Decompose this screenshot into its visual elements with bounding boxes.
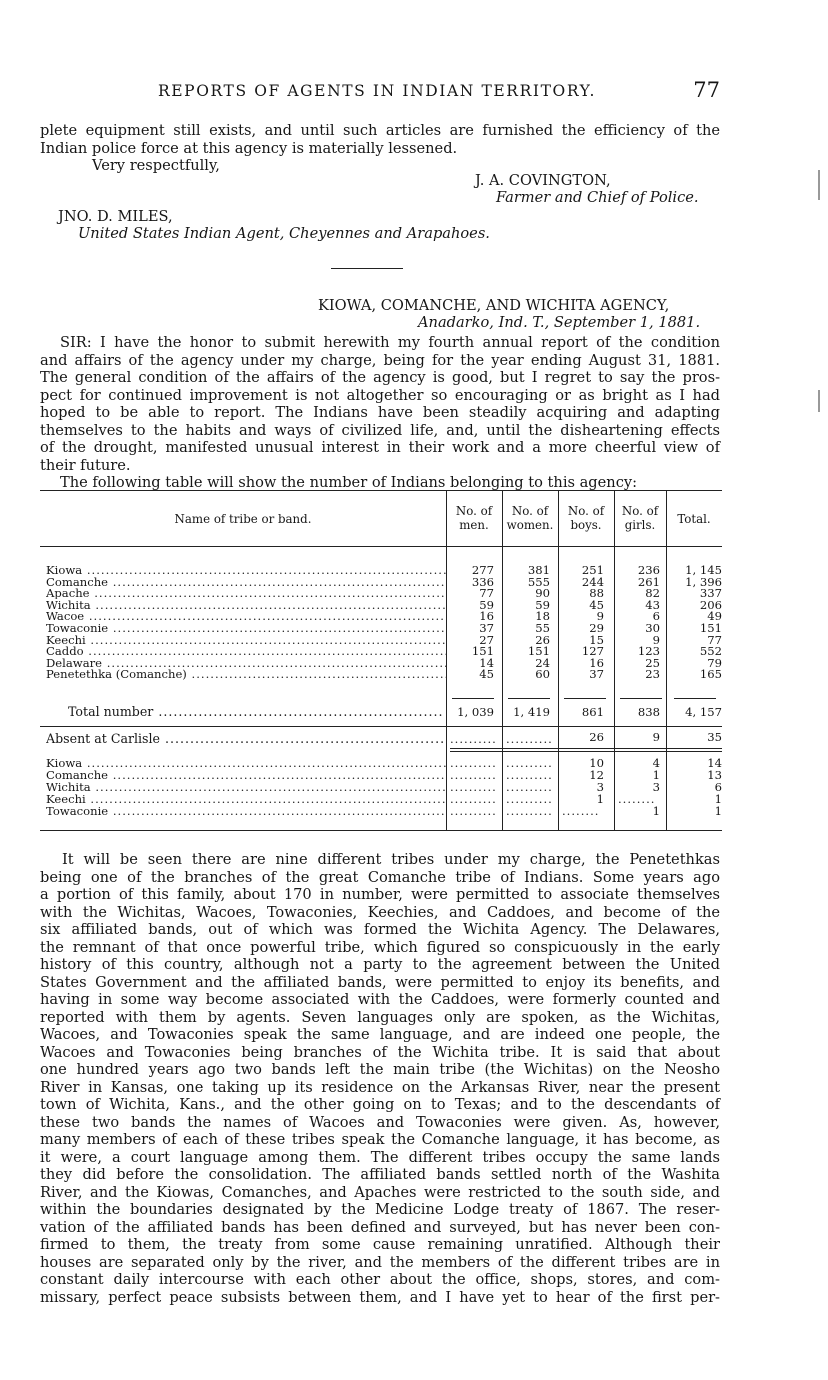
- text-line: River in Kansas, one taking up its residence on the Arkansas River, near the present: [40, 1078, 720, 1096]
- cell-total: 6: [714, 780, 722, 794]
- addressee-name: JNO. D. MILES,: [58, 208, 173, 225]
- double-rule: [450, 751, 722, 752]
- sum-rule: [508, 698, 550, 699]
- cell-boys: 251: [581, 563, 604, 577]
- cell-men: 14: [479, 656, 494, 670]
- text-line: these two bands the names of Wacoes and Towaconies were given. As, however,: [40, 1113, 720, 1131]
- cell-boys: 244: [581, 575, 604, 589]
- empty-cell-dots: ..........: [450, 781, 497, 793]
- cell-total: 1: [714, 792, 722, 806]
- cell-total: 165: [699, 667, 722, 681]
- sum-rule: [620, 698, 662, 699]
- row-label: Caddo .....: [46, 645, 446, 657]
- double-rule: [450, 748, 722, 749]
- text-line: Wacoes and Towaconies being branches of the Wichita tribe. It is said that about: [40, 1043, 720, 1061]
- cell-boys: 127: [581, 644, 604, 658]
- column-header-men: [446, 504, 502, 532]
- column-header-girls: [614, 504, 666, 532]
- text-line: It will be seen there are nine different tribes under my charge, the Penetethkas: [62, 851, 720, 868]
- text-line: plete equipment still exists, and until such articles are furnished the efficiency of the: [40, 122, 720, 139]
- text-line: they did before the consolidation. The affiliated bands settled north of the Washita: [40, 1166, 720, 1183]
- header-line: No. of: [567, 504, 605, 518]
- cell-men: 45: [479, 667, 494, 681]
- cell-women: 24: [535, 656, 550, 670]
- cell-boys: 15: [589, 633, 604, 647]
- header-line: No. of: [455, 504, 493, 518]
- row-label: Wichita .....: [46, 781, 446, 793]
- text-line: and affairs of the agency under my charge, being for the year ending August 31, 1881.: [40, 351, 720, 369]
- cell-girls: 4: [652, 756, 660, 770]
- cell-boys: 9: [596, 609, 604, 623]
- text-line: pect for continued improvement is not altogether so encouraging or as bright as I had: [40, 386, 720, 404]
- text-line: themselves to the habits and ways of civilized life, and, until the disheartening effects: [40, 421, 720, 439]
- cell-women: 151: [527, 644, 550, 658]
- cell-total: 337: [699, 586, 722, 600]
- report-paragraph: [40, 334, 720, 492]
- text-line: their future.: [40, 456, 131, 474]
- empty-cell-dots: ........: [618, 793, 656, 805]
- column-header-boys: [558, 504, 614, 532]
- text-line: a portion of this family, about 170 in number, were permitted to associate themselves: [40, 886, 720, 903]
- text-line: Wacoes, and Towaconies speak the same language, and are indeed one people, the: [40, 1026, 720, 1043]
- sum-rule: [674, 698, 716, 699]
- cell-girls: 1: [652, 768, 660, 782]
- cell-women: 1, 419: [513, 705, 550, 719]
- text-line: one hundred years ago two bands left the main tribe (the Wichitas) on the Neosho: [40, 1061, 720, 1078]
- cell-total: 35: [707, 730, 722, 744]
- cell-total: 206: [699, 598, 722, 612]
- cell-men: 37: [479, 621, 494, 635]
- header-line: boys.: [570, 518, 602, 532]
- text-line: with the Wichitas, Wacoes, Towaconies, Keechies, and Caddoes, and become of the: [40, 903, 720, 921]
- text-line: hoped to be able to report. The Indians have been steadily acquiring and adapting: [40, 404, 720, 421]
- cell-boys: 88: [589, 586, 604, 600]
- text-line: States Government and the affiliated bands, were permitted to enjoy its benefits, and: [40, 973, 720, 991]
- row-label: Wacoe .....: [46, 610, 446, 622]
- cell-total: 1, 396: [685, 575, 722, 589]
- cell-total: 4, 157: [685, 705, 722, 719]
- cell-girls: 6: [652, 609, 660, 623]
- column-header-total: Total.: [677, 512, 711, 526]
- cell-total: 151: [699, 621, 722, 635]
- cell-men: 27: [479, 633, 494, 647]
- row-label: Penetethka (Comanche) .....: [46, 668, 446, 680]
- table-rule: [40, 546, 722, 547]
- row-label: Kiowa .....: [46, 564, 446, 576]
- header-line: No. of: [511, 504, 549, 518]
- row-label: Delaware .....: [46, 657, 446, 669]
- cell-girls: 25: [645, 656, 660, 670]
- text-line: houses are separated only by the river, and the members of the different tribes are in: [40, 1253, 720, 1271]
- cell-boys: 3: [596, 780, 604, 794]
- cell-boys: 10: [589, 756, 604, 770]
- cell-total: 552: [699, 644, 722, 658]
- column-header-women: [502, 504, 558, 532]
- cell-boys: 16: [589, 656, 604, 670]
- cell-women: 60: [535, 667, 550, 681]
- intro-paragraph: [40, 122, 720, 157]
- row-label: Keechi .....: [46, 793, 446, 805]
- empty-cell-dots: ..........: [506, 793, 553, 805]
- cell-men: 77: [479, 586, 494, 600]
- cell-women: 55: [535, 621, 550, 635]
- text-line: within the boundaries designated by the Medicine Lodge treaty of 1867. The reser-: [40, 1201, 720, 1218]
- text-line: constant daily intercourse with each other about the office, shops, stores, and com-: [40, 1271, 720, 1288]
- cell-women: 555: [527, 575, 550, 589]
- empty-cell-dots: ..........: [506, 805, 553, 817]
- cell-men: 277: [471, 563, 494, 577]
- cell-total: 14: [707, 756, 722, 770]
- row-label: Apache .....: [46, 587, 446, 599]
- running-head: [40, 78, 720, 104]
- empty-cell-dots: ........: [562, 805, 600, 817]
- cell-total: 49: [707, 609, 722, 623]
- text-line: missary, perfect peace subsists between them, and I have yet to hear of the first per-: [40, 1288, 720, 1306]
- table-rule: [40, 830, 722, 831]
- empty-cell-dots: ..........: [506, 781, 553, 793]
- cell-girls: 30: [645, 621, 660, 635]
- cell-girls: 9: [652, 730, 660, 744]
- cell-total: 79: [707, 656, 722, 670]
- empty-cell-dots: ..........: [450, 733, 497, 745]
- cell-men: 1, 039: [457, 705, 494, 719]
- text-line: Indian police force at this agency is materially lessened.: [40, 139, 458, 157]
- cell-total: 1, 145: [685, 563, 722, 577]
- text-line: The following table will show the number of Indians belonging to this agency:: [60, 474, 638, 491]
- empty-cell-dots: ..........: [450, 793, 497, 805]
- cell-total: 13: [707, 768, 722, 782]
- cell-girls: 43: [645, 598, 660, 612]
- header-line: No. of: [621, 504, 659, 518]
- row-label: Wichita .....: [46, 599, 446, 611]
- text-line: the remnant of that once powerful tribe, which figured so conspicuously in the early: [40, 938, 720, 956]
- row-label: Kiowa .....: [46, 757, 446, 769]
- text-line: town of Wichita, Kans., and the other going on to Texas; and to the descendants of: [40, 1096, 720, 1113]
- cell-women: 59: [535, 598, 550, 612]
- cell-boys: 29: [589, 621, 604, 635]
- cell-men: 151: [471, 644, 494, 658]
- addressee-title: United States Indian Agent, Cheyennes and Arapahoes.: [78, 225, 490, 242]
- header-line: men.: [459, 518, 489, 532]
- signer-name: J. A. COVINGTON,: [475, 172, 611, 189]
- cell-boys: 12: [589, 768, 604, 782]
- population-table: [40, 490, 722, 832]
- row-label: Towaconie .....: [46, 622, 446, 634]
- column-header-name: Name of tribe or band.: [174, 512, 312, 526]
- signer-title: Farmer and Chief of Police.: [496, 189, 699, 206]
- text-line: having in some way become associated with the Caddoes, were formerly counted and: [40, 991, 720, 1008]
- empty-cell-dots: ..........: [506, 733, 553, 745]
- cell-boys: 1: [596, 792, 604, 806]
- cell-boys: 37: [589, 667, 604, 681]
- empty-cell-dots: ..........: [506, 757, 553, 769]
- text-line: history of this country, although not a party to the agreement between the United: [40, 956, 720, 973]
- sum-rule: [564, 698, 606, 699]
- row-label: Comanche .....: [46, 769, 446, 781]
- body-paragraph: [40, 851, 720, 1306]
- empty-cell-dots: ..........: [450, 805, 497, 817]
- agency-heading: KIOWA, COMANCHE, AND WICHITA AGENCY,: [318, 297, 670, 314]
- cell-boys: 26: [589, 730, 604, 744]
- cell-girls: 82: [645, 586, 660, 600]
- cell-girls: 838: [637, 705, 660, 719]
- cell-girls: 1: [652, 804, 660, 818]
- text-line: many members of each of these tribes speak the Comanche language, it has become, as: [40, 1131, 720, 1148]
- header-line: women.: [506, 518, 554, 532]
- cell-women: 90: [535, 586, 550, 600]
- row-label: Towaconie .....: [46, 805, 446, 817]
- scan-edge-mark: [818, 170, 820, 200]
- sum-rule: [452, 698, 494, 699]
- cell-boys: 861: [581, 705, 604, 719]
- table-rule: [40, 490, 722, 491]
- text-line: six affiliated bands, out of which was formed the Wichita Agency. The Delawares,: [40, 921, 720, 938]
- table-rule: [40, 726, 722, 727]
- empty-cell-dots: ..........: [506, 769, 553, 781]
- cell-girls: 261: [637, 575, 660, 589]
- text-line: SIR: I have the honor to submit herewith my fourth annual report of the condition: [60, 334, 720, 351]
- row-label: Comanche .....: [46, 576, 446, 588]
- section-divider: [331, 268, 403, 269]
- cell-women: 381: [527, 563, 550, 577]
- cell-girls: 123: [637, 644, 660, 658]
- closing-salutation: Very respectfully,: [92, 157, 220, 174]
- cell-men: 336: [471, 575, 494, 589]
- cell-girls: 236: [637, 563, 660, 577]
- row-label: Keechi .....: [46, 634, 446, 646]
- cell-girls: 9: [652, 633, 660, 647]
- cell-men: 59: [479, 598, 494, 612]
- text-line: River, and the Kiowas, Comanches, and Apaches were restricted to the south side, and: [40, 1183, 720, 1201]
- cell-women: 26: [535, 633, 550, 647]
- cell-total: 77: [707, 633, 722, 647]
- empty-cell-dots: ..........: [450, 769, 497, 781]
- text-line: it were, a court language among them. The different tribes occupy the same lands: [40, 1148, 720, 1166]
- text-line: The general condition of the affairs of the agency is good, but I regret to say the pros-: [40, 369, 720, 386]
- text-line: of the drought, manifested unusual interest in their work and a more cheerful view of: [40, 439, 720, 456]
- text-line: firmed to them, the treaty from some cause remaining unratified. Although their: [40, 1236, 720, 1253]
- text-line: being one of the branches of the great Comanche tribe of Indians. Some years ago: [40, 868, 720, 886]
- row-label: Absent at Carlisle .....: [46, 733, 446, 745]
- cell-girls: 23: [645, 667, 660, 681]
- cell-total: 1: [714, 804, 722, 818]
- empty-cell-dots: ..........: [450, 757, 497, 769]
- page-number: 77: [693, 78, 720, 102]
- place-date: Anadarko, Ind. T., September 1, 1881.: [418, 314, 701, 331]
- cell-men: 16: [479, 609, 494, 623]
- scan-edge-mark: [818, 390, 820, 412]
- text-line: vation of the affiliated bands has been defined and surveyed, but has never been con-: [40, 1218, 720, 1236]
- cell-women: 18: [535, 609, 550, 623]
- cell-girls: 3: [652, 780, 660, 794]
- running-head-title: REPORTS OF AGENTS IN INDIAN TERRITORY.: [158, 82, 596, 100]
- cell-boys: 45: [589, 598, 604, 612]
- header-line: girls.: [624, 518, 656, 532]
- row-label: Total number .....: [68, 706, 444, 718]
- text-line: reported with them by agents. Seven languages only are spoken, as the Wichitas,: [40, 1008, 720, 1026]
